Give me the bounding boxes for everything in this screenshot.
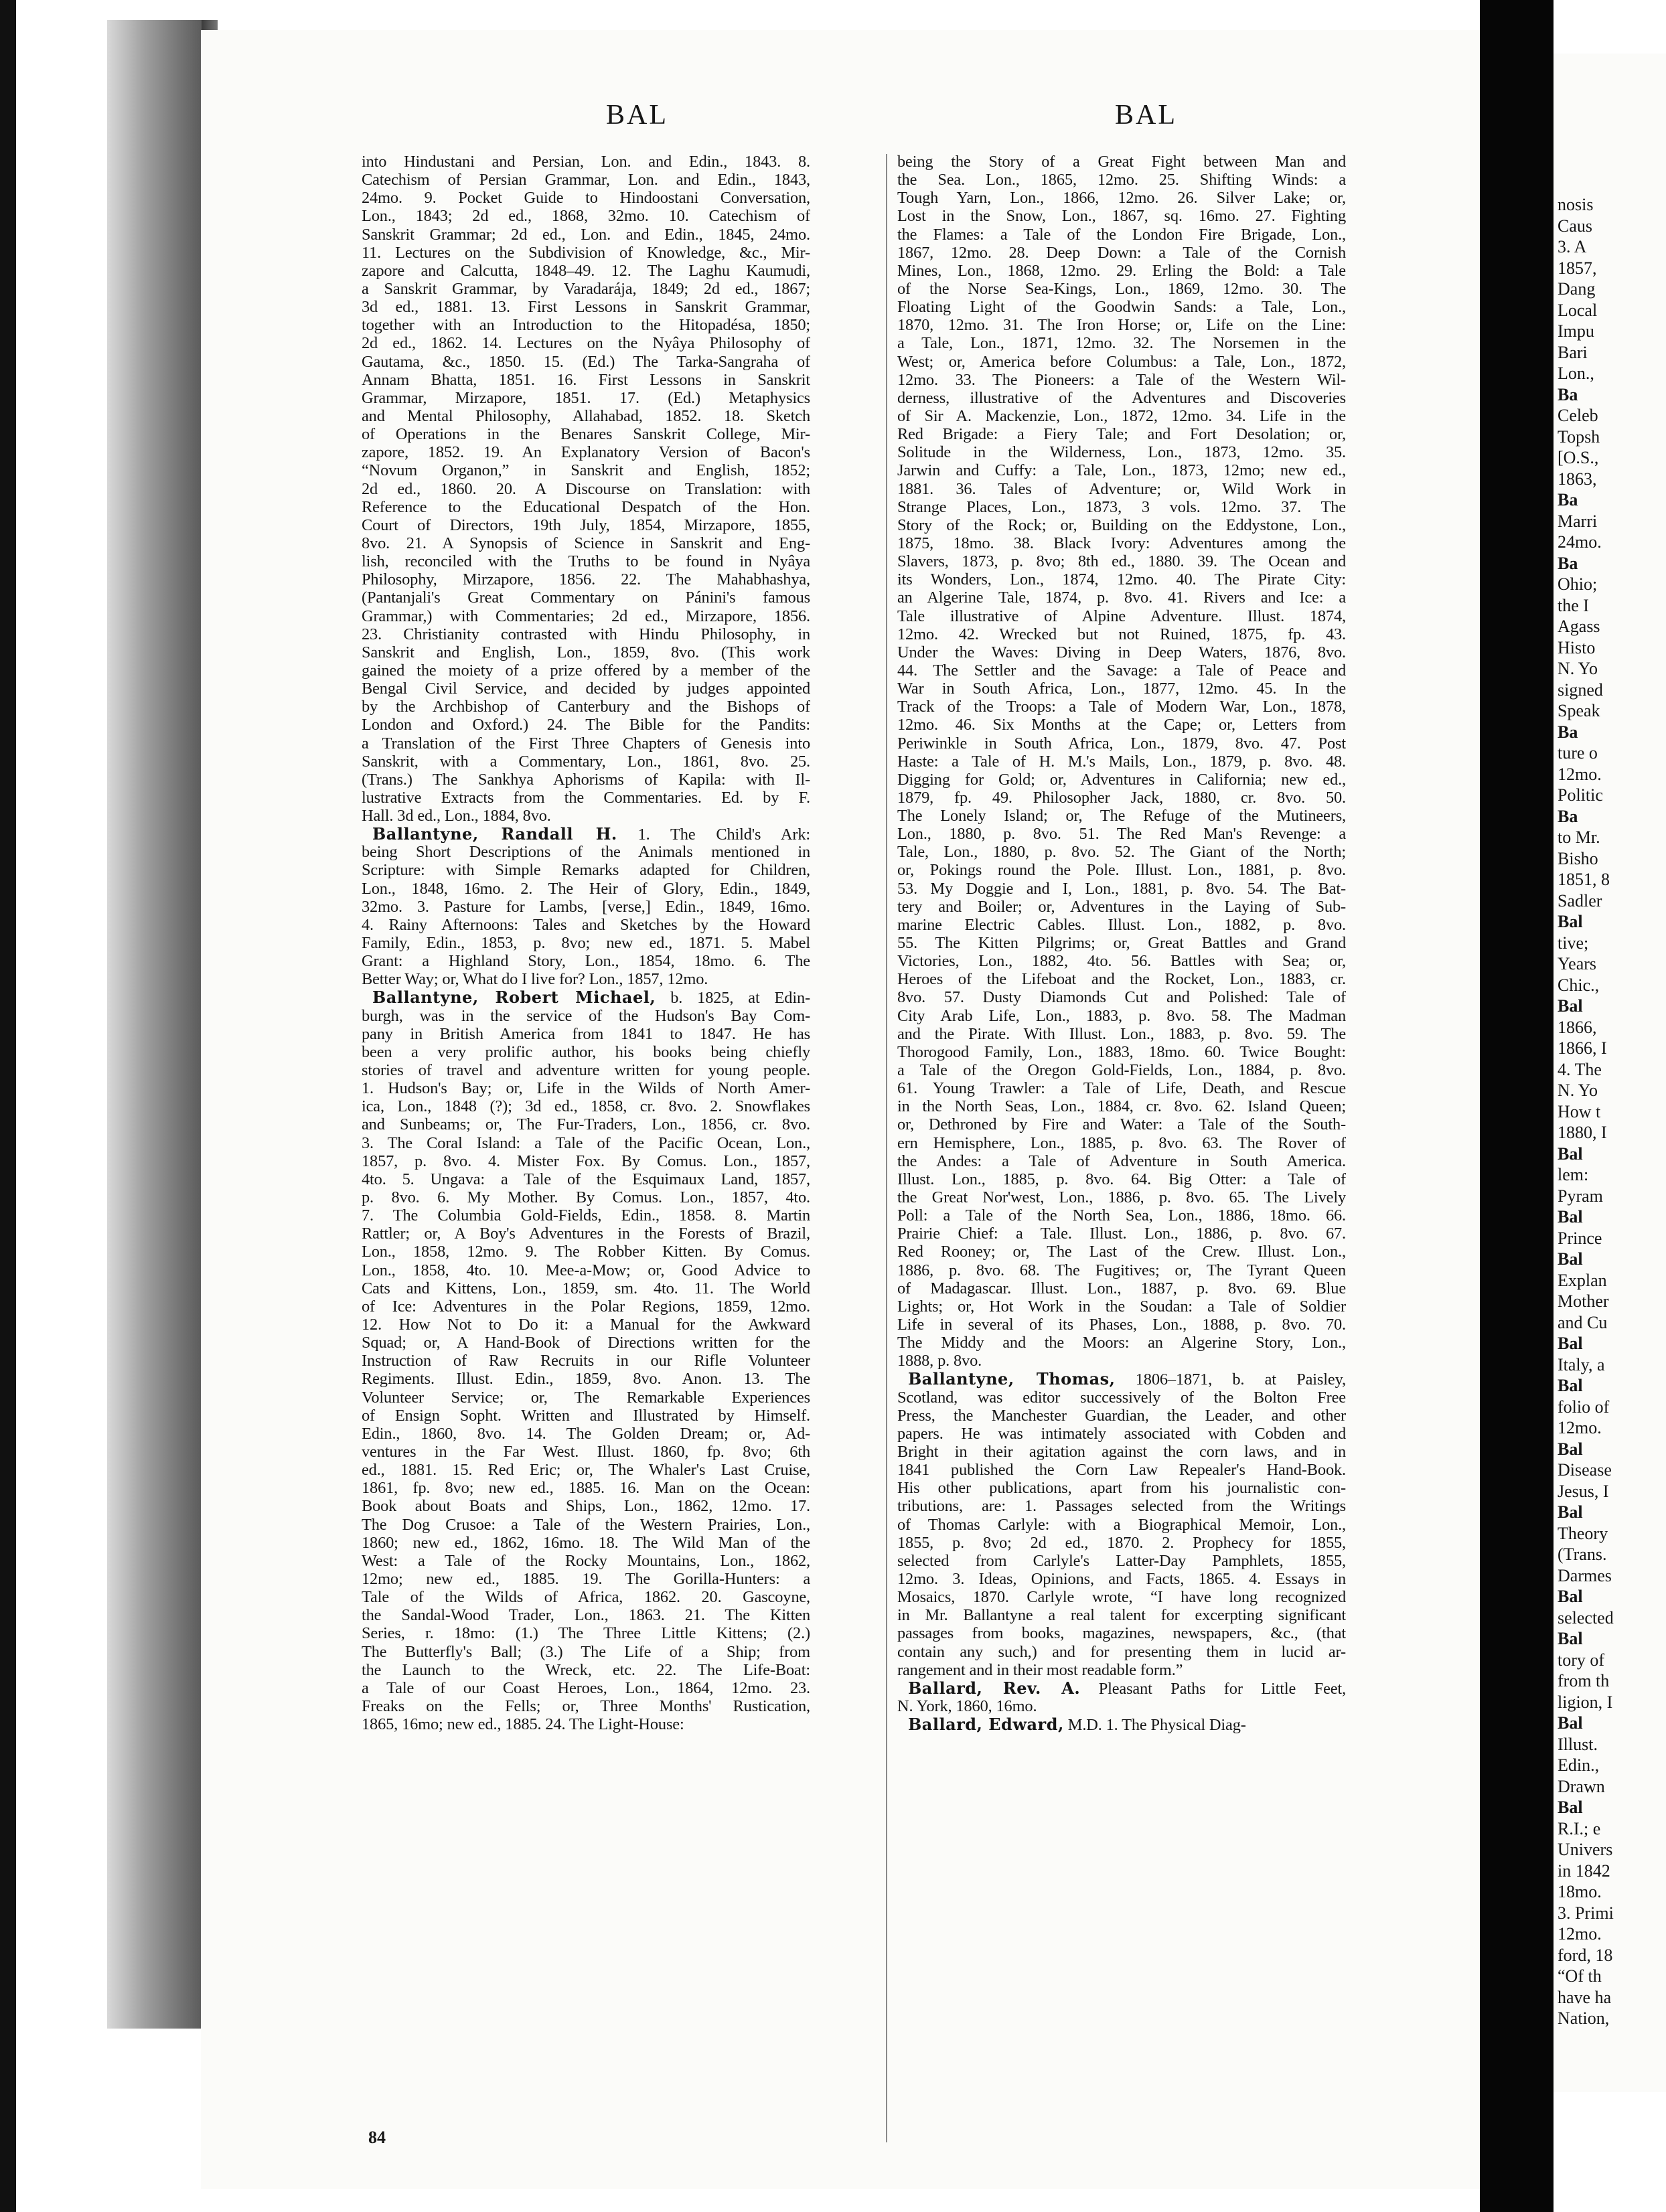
text-line: ed., 1881. 15. Red Eric; or, The Whaler's Last Cruise,	[362, 1461, 810, 1480]
text-line: Lon., 1858, 4to. 10. Mee-a-Mow; or, Good Advice to	[362, 1261, 810, 1279]
facing-page-line: Bal	[1558, 1587, 1583, 1606]
text-line: Life in several of its Phases, Lon., 1888, p. 8vo. 70.	[897, 1316, 1346, 1334]
text-line: Tale illustrative of Alpine Adventure. Illust. 1874,	[897, 607, 1346, 625]
text-line: Solitude in the Wilderness, Lon., 1873, 12mo. 35.	[897, 443, 1346, 462]
text-line: the Andes: a Tale of Adventure in South America.	[897, 1152, 1346, 1170]
facing-page-line: in 1842	[1558, 1861, 1610, 1881]
text-line: papers. He was intimately associated with Cobden and	[897, 1424, 1346, 1443]
facing-page-line: tory of	[1558, 1650, 1605, 1670]
text-line: 1867, 12mo. 28. Deep Down: a Tale of the Cornish	[897, 243, 1346, 262]
facing-page-line: Bal	[1558, 1376, 1583, 1395]
text-line: Court of Directors, 19th July, 1854, Mirzapore, 1855,	[362, 516, 810, 534]
text-line: Reference to the Educational Despatch of the Hon.	[362, 497, 810, 516]
text-line: Lights; or, Hot Work in the Soudan: a Tale of Soldier	[897, 1297, 1346, 1316]
facing-page-line: ligion, I	[1558, 1692, 1613, 1712]
text-line: Lon., 1858, 12mo. 9. The Robber Kitten. By Comus.	[362, 1243, 810, 1261]
text-line: 12mo. 3. Ideas, Opinions, and Facts, 1865. 4. Essays in	[897, 1569, 1346, 1588]
text-line: 12mo. 33. The Pioneers: a Tale of the Western Wil-	[897, 370, 1346, 389]
text-line: 12mo. 42. Wrecked but not Ruined, 1875, fp. 43.	[897, 625, 1346, 643]
text-line: and the Pirate. With Illust. Lon., 1883, p. 8vo. 59. The	[897, 1024, 1346, 1043]
facing-page-line: Prince	[1558, 1228, 1602, 1248]
text-line: passages from books, magazines, newspapers, &c., (that	[897, 1624, 1346, 1643]
facing-page-line: Politic	[1558, 785, 1603, 805]
text-line: of Operations in the Benares Sanskrit College, Mir-	[362, 425, 810, 444]
text-line: Periwinkle in South Africa, Lon., 1879, 8vo. 47. Post	[897, 734, 1346, 753]
text-line: Haste: a Tale of H. M.'s Mails, Lon., 1879, p. 8vo. 48.	[897, 752, 1346, 771]
text-line: 2d ed., 1862. 14. Lectures on the Nyâya Philosophy of	[362, 334, 810, 353]
text-line: Grammar, Mirzapore, 1851. 17. (Ed.) Metaphysics	[362, 388, 810, 407]
facing-page-line: Marri	[1558, 511, 1598, 531]
text-line: 2d ed., 1860. 20. A Discourse on Translation: with	[362, 479, 810, 498]
text-line: Tale, Lon., 1880, p. 8vo. 52. The Giant of the North;	[897, 843, 1346, 862]
facing-page-line: Local	[1558, 300, 1598, 320]
facing-page-line: have ha	[1558, 1987, 1612, 2007]
text-line: lustrative Extracts from the Commentaries. Ed. by F.	[362, 788, 810, 807]
facing-page-line: 3. Primi	[1558, 1903, 1614, 1923]
facing-page-line: Ba	[1558, 490, 1578, 509]
text-line: The Middy and the Moors: an Algerine Story, Lon.,	[897, 1334, 1346, 1352]
text-line: Jarwin and Cuffy: a Tale, Lon., 1873, 12mo; new ed.,	[897, 461, 1346, 480]
facing-page-line: to Mr.	[1558, 827, 1600, 847]
facing-page-line: 3. A	[1558, 237, 1587, 256]
facing-page-line: Agass	[1558, 617, 1600, 636]
text-line: Sanskrit, with a Commentary, Lon., 1861, 8vo. 25.	[362, 752, 810, 771]
facing-page-line: “Of th	[1558, 1966, 1602, 1986]
text-line: Better Way; or, What do I live for? Lon., 1857, 12mo.	[362, 970, 708, 989]
text-line: being the Story of a Great Fight between Man and	[897, 153, 1346, 171]
text-line: the Sandal-Wood Trader, Lon., 1863. 21. The Kitten	[362, 1606, 810, 1625]
text-line: Scotland, was editor successively of the Bolton Free	[897, 1388, 1346, 1407]
text-line: contain any such,) and for presenting them in lucid ar-	[897, 1642, 1346, 1661]
running-head-left: BAL	[606, 100, 668, 131]
facing-page-line: 1866,	[1558, 1017, 1597, 1037]
text-line: Hall. 3d ed., Lon., 1884, 8vo.	[362, 807, 551, 825]
facing-page-line: Bal	[1558, 1798, 1583, 1817]
entry-text: M.D. 1. The Physical Diag-	[1063, 1716, 1246, 1734]
text-line: Tough Yarn, Lon., 1866, 12mo. 26. Silver Lake; or,	[897, 189, 1346, 208]
facing-page-line: Caus	[1558, 216, 1592, 236]
text-line: a Tale of the Oregon Gold-Fields, Lon., 1884, p. 8vo.	[897, 1061, 1346, 1080]
entry-heading: Ballantyne, Robert Michael,	[372, 988, 656, 1007]
text-line	[362, 988, 810, 1006]
facing-page-line: Illust.	[1558, 1734, 1598, 1754]
text-line: burgh, was in the service of the Hudson's Bay Com-	[362, 1006, 810, 1025]
text-line: Heroes of the Lifeboat and the Rocket, Lon., 1883, cr.	[897, 970, 1346, 989]
facing-page-line: Darmes	[1558, 1565, 1612, 1585]
text-line: Floating Light of the Goodwin Sands: a Tale, Lon.,	[897, 298, 1346, 317]
text-line: Volunteer Service; or, The Remarkable Experiences	[362, 1388, 810, 1407]
facing-page-line: tive;	[1558, 933, 1589, 953]
text-line: ern Hemisphere, Lon., 1885, p. 8vo. 63. The Rover of	[897, 1133, 1346, 1152]
text-line	[897, 1679, 1346, 1697]
text-line: Digging for Gold; or, Adventures in California; new ed.,	[897, 770, 1346, 789]
facing-page-line: Ba	[1558, 384, 1578, 404]
text-line: Philosophy, Mirzapore, 1856. 22. The Mahabhashya,	[362, 570, 810, 589]
text-line: The Lonely Island; or, The Refuge of the Mutineers,	[897, 807, 1346, 825]
text-line: 12. How Not to Do it: a Manual for the Awkward	[362, 1316, 810, 1334]
text-line: 1860; new ed., 1862, 16mo. 18. The Wild Man of the	[362, 1533, 810, 1552]
text-line: the Sea. Lon., 1865, 12mo. 25. Shifting Winds: a	[897, 171, 1346, 189]
text-line: 3d ed., 1881. 13. First Lessons in Sanskrit Grammar,	[362, 298, 810, 317]
facing-page-line: Bisho	[1558, 848, 1598, 868]
text-line: lish, reconciled with the Truths to be found in Nyâya	[362, 552, 810, 571]
facing-page-line: (Trans.	[1558, 1545, 1607, 1564]
text-line: 61. Young Trawler: a Tale of Life, Death, and Rescue	[897, 1079, 1346, 1098]
facing-page-line: lem:	[1558, 1165, 1589, 1184]
text-line: “Novum Organon,” in Sanskrit and English, 1852;	[362, 461, 810, 480]
column-divider	[886, 154, 887, 2142]
text-line: London and Oxford.) 24. The Bible for the Pandits:	[362, 716, 810, 734]
text-line: zapore, 1852. 19. An Explanatory Version of Bacon's	[362, 443, 810, 462]
facing-page-line: N. Yo	[1558, 659, 1598, 678]
text-line: Gautama, &c., 1850. 15. (Ed.) The Tarka-Sangraha of	[362, 352, 810, 371]
text-line: 44. The Settler and the Savage: a Tale of Peace and	[897, 661, 1346, 680]
text-line: 3. The Coral Island: a Tale of the Pacific Ocean, Lon.,	[362, 1133, 810, 1152]
text-line: Strange Places, Lon., 1873, 3 vols. 12mo. 37. The	[897, 497, 1346, 516]
text-line: Victories, Lon., 1882, 4to. 56. Battles with Sea; or,	[897, 952, 1346, 971]
text-line: Sanskrit Grammar; 2d ed., Lon. and Edin., 1845, 24mo.	[362, 225, 810, 244]
facing-page-line: Bari	[1558, 342, 1588, 362]
text-line: Track of the Troops: a Tale of Modern War, Lon., 1878,	[897, 698, 1346, 716]
text-line: War in South Africa, Lon., 1877, 12mo. 45. In the	[897, 680, 1346, 698]
facing-page-line: Disease	[1558, 1460, 1612, 1480]
text-line: of Sir A. Mackenzie, Lon., 1872, 12mo. 34. Life in the	[897, 406, 1346, 425]
text-line: ventures in the Far West. Illust. 1860, fp. 8vo; 6th	[362, 1442, 810, 1461]
text-line: Series, r. 18mo: (1.) The Three Little Kittens; (2.)	[362, 1624, 810, 1643]
text-line: The Dog Crusoe: a Tale of the Western Prairies, Lon.,	[362, 1515, 810, 1534]
facing-page-line: Explan	[1558, 1270, 1607, 1290]
entry-heading: Ballantyne, Randall H.	[372, 825, 617, 844]
text-line: 24mo. 9. Pocket Guide to Hindoostani Conversation,	[362, 189, 810, 208]
facing-page-line: ford, 18	[1558, 1945, 1613, 1965]
text-line: Annam Bhatta, 1851. 16. First Lessons in Sanskrit	[362, 370, 810, 389]
text-line: West; or, America before Columbus: a Tale, Lon., 1872,	[897, 352, 1346, 371]
text-line: a Tale, Lon., 1871, 12mo. 32. The Norsemen in the	[897, 334, 1346, 353]
text-line: stories of travel and adventure written for young people.	[362, 1061, 810, 1080]
facing-page-line: Impu	[1558, 321, 1594, 341]
text-line: West: a Tale of the Rocky Mountains, Lon., 1862,	[362, 1551, 810, 1570]
text-line: p. 8vo. 6. My Mother. By Comus. Lon., 1857, 4to.	[362, 1188, 810, 1207]
entry-heading: Ballantyne, Thomas,	[908, 1370, 1116, 1389]
text-line: 1870, 12mo. 31. The Iron Horse; or, Life on the Line:	[897, 316, 1346, 335]
text-line: 1857, p. 8vo. 4. Mister Fox. By Comus. Lon., 1857,	[362, 1152, 810, 1170]
facing-page-line: Bal	[1558, 1629, 1583, 1648]
facing-page-line: Jesus, I	[1558, 1481, 1609, 1501]
text-line: (Trans.) The Sankhya Aphorisms of Kapila: with Il-	[362, 770, 810, 789]
text-line: of Madagascar. Illust. Lon., 1887, p. 8vo. 69. Blue	[897, 1279, 1346, 1297]
facing-page-line: Bal	[1558, 1207, 1583, 1227]
facing-page-line: Bal	[1558, 912, 1583, 931]
text-line: Red Rooney; or, The Last of the Crew. Illust. Lon.,	[897, 1243, 1346, 1261]
facing-page-line: Drawn	[1558, 1776, 1605, 1796]
text-line: or, Pokings round the Pole. Illust. Lon., 1881, p. 8vo.	[897, 861, 1346, 880]
text-line: Cats and Kittens, Lon., 1859, sm. 4to. 11. The World	[362, 1279, 810, 1297]
facing-page-line: 1863,	[1558, 469, 1597, 489]
facing-page-line: Edin.,	[1558, 1755, 1600, 1775]
text-line: an Algerine Tale, 1874, p. 8vo. 41. Rivers and Ice: a	[897, 588, 1346, 607]
facing-page-line: Dang	[1558, 279, 1596, 299]
facing-page-line: Ba	[1558, 553, 1578, 573]
facing-page-line: Theory	[1558, 1523, 1608, 1543]
text-line: and Mental Philosophy, Allahabad, 1852. 18. Sketch	[362, 406, 810, 425]
text-line: of Ice: Adventures in the Polar Regions, 1859, 12mo.	[362, 1297, 810, 1316]
text-line: 1841 published the Corn Law Repealer's Hand-Book.	[897, 1461, 1346, 1480]
text-line: gained the moiety of a prize offered by a member of the	[362, 661, 810, 680]
text-line: Story of the Rock; or, Building on the Eddystone, Lon.,	[897, 516, 1346, 534]
facing-page-line: Bal	[1558, 1249, 1583, 1269]
text-line: 1. Hudson's Bay; or, Life in the Wilds of North Amer-	[362, 1079, 810, 1098]
text-line: 1881. 36. Tales of Adventure; or, Wild Work in	[897, 479, 1346, 498]
text-line: Sanskrit and English, Lon., 1859, 8vo. (This work	[362, 643, 810, 661]
text-line: into Hindustani and Persian, Lon. and Edin., 1843. 8.	[362, 153, 810, 171]
text-line: and Sunbeams; or, The Fur-Traders, Lon., 1856, cr. 8vo.	[362, 1115, 810, 1134]
facing-page-line: Ohio;	[1558, 574, 1598, 594]
facing-page-line: 4. The	[1558, 1059, 1602, 1079]
text-line: the Flames: a Tale of the London Fire Brigade, Lon.,	[897, 225, 1346, 244]
text-line: Instruction of Raw Recruits in our Rifle Volunteer	[362, 1352, 810, 1370]
entry-text: 1806–1871, b. at Paisley,	[1115, 1370, 1346, 1389]
facing-page-line: Univers	[1558, 1840, 1613, 1859]
text-line: Scripture: with Simple Remarks adapted for Children,	[362, 861, 810, 880]
right-column	[897, 153, 1346, 1733]
text-line: Freaks on the Fells; or, Three Months' Rustication,	[362, 1696, 810, 1715]
text-line	[897, 1370, 1346, 1388]
entry-text: Pleasant Paths for Little Feet,	[1080, 1679, 1346, 1697]
facing-page-line: 1880, I	[1558, 1123, 1607, 1142]
text-line: pany in British America from 1841 to 1847. He has	[362, 1024, 810, 1043]
text-line: the Launch to the Wreck, etc. 22. The Life-Boat:	[362, 1660, 810, 1679]
text-line: 1888, p. 8vo.	[897, 1352, 982, 1370]
text-line: The Butterfly's Ball; (3.) The Life of a Ship; from	[362, 1642, 810, 1661]
facing-page-line: the I	[1558, 595, 1589, 615]
text-line: in Mr. Ballantyne a real talent for excerpting significant	[897, 1606, 1346, 1625]
left-column	[362, 153, 810, 1733]
text-line: 7. The Columbia Gold-Fields, Edin., 1858. 8. Martin	[362, 1206, 810, 1225]
text-line: Catechism of Persian Grammar, Lon. and Edin., 1843,	[362, 171, 810, 189]
text-line: His other publications, apart from his journalistic con-	[897, 1479, 1346, 1498]
facing-page-line: Bal	[1558, 1334, 1583, 1353]
text-line: (Pantanjali's Great Commentary on Pánini's famous	[362, 588, 810, 607]
text-line: Mosaics, 1870. Carlyle wrote, “I have long recognized	[897, 1588, 1346, 1607]
text-line: tery and Boiler; or, Adventures in the Laying of Sub-	[897, 897, 1346, 916]
facing-page-line: 1857,	[1558, 258, 1597, 278]
facing-page-line: Nation,	[1558, 2008, 1610, 2028]
entry-text: b. 1825, at Edin-	[656, 989, 810, 1007]
text-line: rangement and in their most readable form.”	[897, 1660, 1183, 1679]
text-line: Rattler; or, A Boy's Adventures in the Forests of Brazil,	[362, 1224, 810, 1243]
facing-page-text	[1558, 194, 1666, 2029]
facing-page-line: Ba	[1558, 722, 1578, 742]
text-line: of Ensign Sopht. Written and Illustrated by Himself.	[362, 1406, 810, 1425]
text-line: Red Brigade: a Fiery Tale; and Fort Desolation; or,	[897, 425, 1346, 444]
text-line: Slavers, 1873, p. 8vo; 8th ed., 1880. 39. The Ocean and	[897, 552, 1346, 571]
facing-page-line: 18mo.	[1558, 1882, 1602, 1901]
facing-page-line: Bal	[1558, 1502, 1583, 1522]
text-line: Family, Edin., 1853, p. 8vo; new ed., 1871. 5. Mabel	[362, 934, 810, 953]
entry-text: 1. The Child's Ark:	[617, 825, 810, 844]
text-line: ica, Lon., 1848 (?); 3d ed., 1858, cr. 8vo. 2. Snowflakes	[362, 1097, 810, 1116]
facing-page-line: Pyram	[1558, 1186, 1603, 1206]
text-line	[362, 825, 810, 843]
text-line: the Great Nor'west, Lon., 1886, p. 8vo. 65. The Lively	[897, 1188, 1346, 1207]
text-line: 4. Rainy Afternoons: Tales and Sketches by the Howard	[362, 915, 810, 934]
facing-page-line: Sadler	[1558, 890, 1602, 911]
facing-page-line: 12mo.	[1558, 1418, 1602, 1437]
text-line	[897, 1715, 1346, 1733]
text-line: 53. My Doggie and I, Lon., 1881, p. 8vo. 54. The Bat-	[897, 879, 1346, 898]
text-line: tributions, are: 1. Passages selected from the Writings	[897, 1497, 1346, 1516]
facing-page-line: 1851, 8	[1558, 870, 1610, 889]
facing-page-line: selected	[1558, 1607, 1614, 1628]
facing-page-line: from th	[1558, 1671, 1610, 1690]
text-line: being Short Descriptions of the Animals mentioned in	[362, 843, 810, 862]
facing-page-line: and Cu	[1558, 1312, 1608, 1332]
text-line: 23. Christianity contrasted with Hindu Philosophy, in	[362, 625, 810, 643]
text-line: City Arab Life, Lon., 1883, p. 8vo. 58. The Madman	[897, 1006, 1346, 1025]
text-line: 1879, fp. 49. Philosopher Jack, 1880, cr. 8vo. 50.	[897, 788, 1346, 807]
facing-page-line: 12mo.	[1558, 764, 1602, 784]
facing-page-line: Bal	[1558, 1439, 1583, 1459]
text-line: Mines, Lon., 1868, 12mo. 29. Erling the Bold: a Tale	[897, 261, 1346, 280]
text-line: 4to. 5. Ungava: a Tale of the Esquimaux Land, 1857,	[362, 1170, 810, 1188]
text-line: 1861, fp. 8vo; new ed., 1885. 16. Man on the Ocean:	[362, 1479, 810, 1498]
text-line: in the North Seas, Lon., 1884, cr. 8vo. 62. Island Queen;	[897, 1097, 1346, 1116]
page-number: 84	[368, 2128, 386, 2147]
text-line: 11. Lectures on the Subdivision of Knowledge, &c., Mir-	[362, 243, 810, 262]
entry-heading: Ballard, Edward,	[908, 1715, 1064, 1734]
text-line: 32mo. 3. Pasture for Lambs, [verse,] Edin., 1849, 16mo.	[362, 897, 810, 916]
text-line: a Sanskrit Grammar, by Varadarája, 1849; 2d ed., 1867;	[362, 279, 810, 298]
text-line: Lon., 1880, p. 8vo. 51. The Red Man's Revenge: a	[897, 825, 1346, 844]
entry-heading: Ballard, Rev. A.	[908, 1678, 1081, 1697]
facing-page-line: [O.S.,	[1558, 448, 1599, 467]
facing-page-line: Italy, a	[1558, 1354, 1605, 1374]
facing-page-line: signed	[1558, 680, 1603, 700]
text-line: Bright in their agitation against the corn laws, and in	[897, 1442, 1346, 1461]
text-line: 1865, 16mo; new ed., 1885. 24. The Light-House:	[362, 1715, 684, 1734]
text-line: Illust. Lon., 1885, p. 8vo. 64. Big Otter: a Tale of	[897, 1170, 1346, 1188]
text-line: Thorogood Family, Lon., 1883, 18mo. 60. Twice Bought:	[897, 1042, 1346, 1061]
text-line: Press, the Manchester Guardian, the Leader, and other	[897, 1406, 1346, 1425]
text-line: 12mo. 46. Six Months at the Cape; or, Letters from	[897, 716, 1346, 734]
text-line: 1875, 18mo. 38. Black Ivory: Adventures among the	[897, 534, 1346, 552]
scan-left-edge	[0, 0, 16, 2212]
text-line: Bengal Civil Service, and decided by judges appointed	[362, 680, 810, 698]
text-line: Edin., 1860, 8vo. 14. The Golden Dream; or, Ad-	[362, 1424, 810, 1443]
facing-page-line: folio of	[1558, 1397, 1610, 1417]
facing-page-line: ture o	[1558, 743, 1598, 763]
facing-page-line: Years	[1558, 954, 1597, 973]
text-line: a Tale of our Coast Heroes, Lon., 1864, 12mo. 23.	[362, 1678, 810, 1697]
text-line: Grant: a Highland Story, Lon., 1854, 18mo. 6. The	[362, 952, 810, 971]
text-line: Lost in the Snow, Lon., 1867, sq. 16mo. 27. Fighting	[897, 207, 1346, 226]
facing-page-line: Mother	[1558, 1291, 1609, 1311]
text-line: 1855, p. 8vo; 2d ed., 1870. 2. Prophecy for 1855,	[897, 1533, 1346, 1552]
text-line: Under the Waves: Diving in Deep Waters, 1876, 8vo.	[897, 643, 1346, 661]
facing-page-line: 24mo.	[1558, 532, 1602, 552]
text-line: Squad; or, A Hand-Book of Directions written for the	[362, 1334, 810, 1352]
text-line: selected from Carlyle's Latter-Day Pamphlets, 1855,	[897, 1551, 1346, 1570]
text-line: of the Norse Sea-Kings, Lon., 1869, 12mo. 30. The	[897, 279, 1346, 298]
facing-page-line: Bal	[1558, 1713, 1583, 1733]
facing-page-line: Bal	[1558, 996, 1583, 1016]
text-line: Lon., 1843; 2d ed., 1868, 32mo. 10. Catechism of	[362, 207, 810, 226]
text-line: zapore and Calcutta, 1848–49. 12. The Laghu Kaumudi,	[362, 261, 810, 280]
facing-page-line: Lon.,	[1558, 364, 1594, 383]
text-line: a Translation of the First Three Chapters of Genesis into	[362, 734, 810, 753]
text-line: Poll: a Tale of the North Sea, Lon., 1886, 18mo. 66.	[897, 1206, 1346, 1225]
text-line: 1886, p. 8vo. 68. The Fugitives; or, The Tyrant Queen	[897, 1261, 1346, 1279]
text-line: 55. The Kitten Pilgrims; or, Great Battles and Grand	[897, 934, 1346, 953]
text-line: 8vo. 21. A Synopsis of Science in Sanskrit and Eng-	[362, 534, 810, 552]
facing-page-line: nosis	[1558, 195, 1594, 214]
facing-page-line: Speak	[1558, 701, 1600, 720]
facing-page-line: Chic.,	[1558, 975, 1600, 995]
text-line: Regiments. Illust. Edin., 1859, 8vo. Anon. 13. The	[362, 1370, 810, 1389]
text-line: or, Dethroned by Fire and Water: a Tale of the South-	[897, 1115, 1346, 1134]
text-line: its Wonders, Lon., 1874, 12mo. 40. The Pirate City:	[897, 570, 1346, 589]
text-line: marine Electric Cables. Illust. Lon., 1882, p. 8vo.	[897, 915, 1346, 934]
text-line: N. York, 1860, 16mo.	[897, 1696, 1037, 1715]
facing-page-line: Ba	[1558, 806, 1578, 826]
book-gutter	[1480, 0, 1554, 2212]
facing-page-line: Bal	[1558, 1143, 1583, 1164]
text-line: of Thomas Carlyle: with a Biographical Memoir, Lon.,	[897, 1515, 1346, 1534]
facing-page-line: 12mo.	[1558, 1924, 1602, 1944]
running-head-right: BAL	[1115, 100, 1177, 131]
facing-page-line: How t	[1558, 1101, 1601, 1121]
text-line: together with an Introduction to the Hitopadésa, 1850;	[362, 316, 810, 335]
facing-page-line: Histo	[1558, 637, 1596, 657]
facing-page-fragment	[1554, 54, 1666, 2092]
text-line: been a very prolific author, his books being chiefly	[362, 1042, 810, 1061]
facing-page-line: R.I.; e	[1558, 1818, 1601, 1838]
text-line: 12mo; new ed., 1885. 19. The Gorilla-Hunters: a	[362, 1569, 810, 1588]
text-line: derness, illustrative of the Adventures and Discoveries	[897, 388, 1346, 407]
text-line: Grammar,) with Commentaries; 2d ed., Mirzapore, 1856.	[362, 607, 810, 625]
text-line: Prairie Chief: a Tale. Illust. Lon., 1886, p. 8vo. 67.	[897, 1224, 1346, 1243]
facing-page-line: Topsh	[1558, 426, 1600, 447]
text-line: Book about Boats and Ships, Lon., 1862, 12mo. 17.	[362, 1497, 810, 1516]
text-line: Tale of the Wilds of Africa, 1862. 20. Gascoyne,	[362, 1588, 810, 1607]
facing-page-line: 1866, I	[1558, 1038, 1607, 1058]
facing-page-line: N. Yo	[1558, 1081, 1598, 1100]
text-line: by the Archbishop of Canterbury and the Bishops of	[362, 698, 810, 716]
facing-page-line: Celeb	[1558, 406, 1598, 425]
text-line: 8vo. 57. Dusty Diamonds Cut and Polished: Tale of	[897, 988, 1346, 1007]
text-line: Lon., 1848, 16mo. 2. The Heir of Glory, Edin., 1849,	[362, 879, 810, 898]
